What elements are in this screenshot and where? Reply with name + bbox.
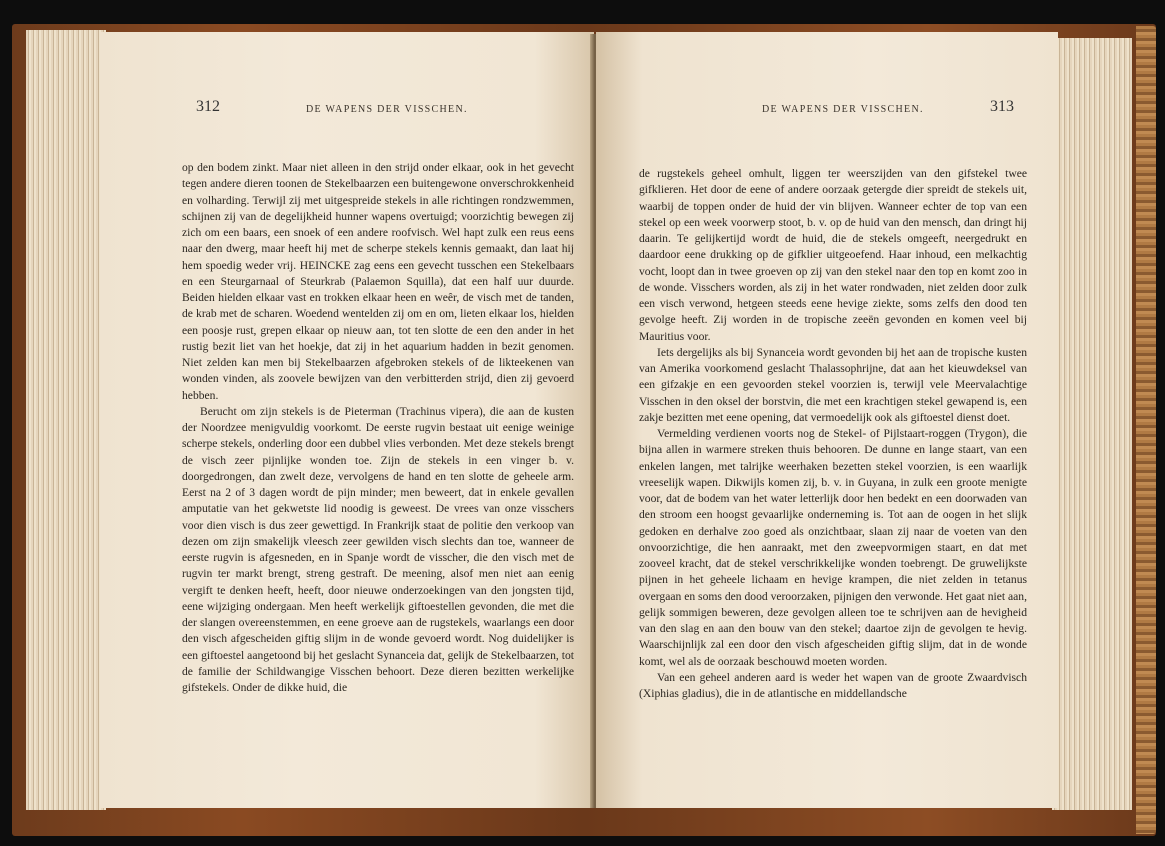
page-number-left: 312 bbox=[196, 98, 220, 115]
cover-edge bbox=[1136, 26, 1156, 834]
page-stack-right bbox=[1052, 38, 1132, 810]
running-head-right: DE WAPENS DER VISSCHEN. bbox=[762, 104, 924, 115]
left-body-text bbox=[182, 160, 574, 696]
paragraph: Van een geheel anderen aard is weder het wapen van de groote Zwaardvisch (Xiphias gladius), die in de atlantische en middellandsche bbox=[639, 670, 1027, 700]
right-page bbox=[596, 32, 1058, 808]
paragraph: Berucht om zijn stekels is de Pieterman (Trachinus vipera), die aan de kusten der Noordzee menigvuldig voorkomt. De eerste rugvin bestaat uit eenige weinige scherpe stekels, onderling door een dubbel vlies verbonden. Met deze stekels brengt de visch zeer pijnlijke wonden toe. Zijn de stekels in een vinger b. v. doorgedrongen, dan zwelt deze, vervolgens de hand en ten slotte de geheele arm. Eerst na 2 of 3 dagen wordt de pijn minder; men beweert, dat in enkele gevallen amputatie van het gekwetste lid noodig is geweest. De vrees van onze visschers voor dien visch is dus zeer gewettigd. In Frankrijk staat de politie den verkoop van dezen om zijn smakelijk vleesch zeer gewilden visch slechts dan toe, wanneer de eerste rugvin is afgesneden, en in Spanje wordt de visscher, die den visch met de rugvin ter markt brengt, streng gestraft. De meening, alsof men niet aan eenig vergift te denken heeft, heeft, door nieuwe onderzoekingen van den jongsten tijd, eene wijziging ondergaan. Men heeft werkelijk giftoestellen gevonden, die met die der slangen overeenstemmen, en eene groeve aan de rugstekels, waarlangs een door den visch afgescheiden giftig slijm in de wonde gevoerd wordt. Nog duidelijker is een giftoestel aangetoond bij het geslacht Synanceia dat, gelijk de Stekelbaarzen, tot de familie der Schildwangige Visschen behoort. Deze dieren bezitten werkelijke gifstekels. Onder de dikke huid, die bbox=[182, 404, 574, 694]
paragraph: de rugstekels geheel omhult, liggen ter weerszijden van den gifstekel twee gifklieren. Het door de eene of andere oorzaak getergde dier spreidt de stekels uit, waarbij de toppen onder de huid der vin blijven. Wanneer echter de top van een stekel op een week voorwerp stoot, b. v. op de huid van den mensch, dan dringt hij daarin. Te gelijkertijd wordt de huid, die de stekels omgeeft, neergedrukt en daardoor eene drukking op de gifklier uitgeoefend. Haar inhoud, een melkachtig vocht, loopt dan in twee groeven op zij van den stekel naar den top en komt zoo in de wonde. Visschers worden, als zij in het water rondwaden, niet zelden door zulk een visch verwond, hetgeen steeds eene hevige ziekte, soms zelfs den dood ten gevolge heeft. Zij worden in de tropische zeeën gevonden en komen veel bij Mauritius voor. bbox=[639, 167, 1027, 343]
page-number-right: 313 bbox=[990, 98, 1014, 115]
paragraph: Iets dergelijks als bij Synanceia wordt gevonden bij het aan de tropische kusten van Amerika voorkomend geslacht Thalassophrijne, dat aan het kieuwdeksel van een gifzakje en een gevoorden stekel voorzien is, terwijl vele Meervalachtige Visschen in den oksel der borstvin, die met een krachtigen stekel gewapend is, een zakje bezitten met eene opening, dat vermoedelijk ook als giftoestel dienst doet. bbox=[639, 345, 1027, 424]
paragraph: op den bodem zinkt. Maar niet alleen in den strijd onder elkaar, ook in het gevecht tegen andere dieren toonen de Stekelbaarzen een buitengewone onverschrokkenheid en volharding. Terwijl zij met uitgespreide stekels in alle richtingen rondzwemmen, schijnen zij van de degelijkheid hunner wapens overtuigd; voorzichtig bewegen zij zich om een baars, een snoek of een andere roofvisch. Wel hapt zulk een reus eens naar den dwerg, maar heeft hij met de scherpe stekels kennis gemaakt, dan laat hij hem spoedig weder vrij. HEINCKE zag eens een gevecht tusschen een Stekelbaars en een Steurgarnaal of Steurkrab (Palaemon Squilla), dat een half uur duurde. Beiden hielden elkaar vast en trokken elkaar heen en weêr, de visch met de tanden, de krab met de scharen. Woedend wentelden zij om en om, lieten elkaar los, hielden een poosje rust, grepen elkaar op nieuw aan, tot ten slotte de een den ander in het rustig bezit liet van het hoekje, dat zij in het aquarium hadden in bezit genomen. Niet zelden kan men bij Stekelbaarzen afgebroken stekels of de likteekenen van wonden vinden, als zoovele bewijzen van den verbitterden strijd, dien zij gevoerd hebben. bbox=[182, 161, 574, 402]
right-body-text bbox=[639, 166, 1027, 702]
paragraph: Vermelding verdienen voorts nog de Stekel- of Pijlstaart-roggen (Trygon), die bijna allen in warmere streken thuis behooren. De dunne en lange staart, van een enkelen langen, met talrijke weerhaken bezetten stekel voorzien, is een waarlijk vreeselijk wapen. Dikwijls komen zij, b. v. in Guyana, in zulk een groote menigte voor, dat de bodem van het water letterlijk door hen bedekt en een doorwaden van den stroom een hoogst gevaarlijke onderneming is. Tot aan de oogen in het slijk gedoken en derhalve zoo goed als onzichtbaar, slaan zij naar de voeten van den onvoorzichtige, die hen aanraakt, met den zweepvormigen staart, en dat met zooveel kracht, dat de stekel verschrikkelijke wonden toebrengt. De gruwelijkste pijnen in het geheele lichaam en hevige krampen, die niet zelden in tetanus overgaan en soms den dood veroorzaken, pijnigen den verwonde. Het gaat niet aan, gelijk sommigen beweren, deze gevolgen alleen toe te schrijven aan de hevigheid van den slag en aan den bouw van den stekel; daartoe zijn de gevolgen te hevig. Waarschijnlijk zal een door den visch afgescheiden giftig slijm, dat in de wonde komt, wel als de oorzaak beschouwd moeten worden. bbox=[639, 427, 1027, 668]
page-stack-left bbox=[26, 30, 106, 810]
running-head-left: DE WAPENS DER VISSCHEN. bbox=[306, 104, 468, 115]
left-page bbox=[100, 32, 594, 808]
